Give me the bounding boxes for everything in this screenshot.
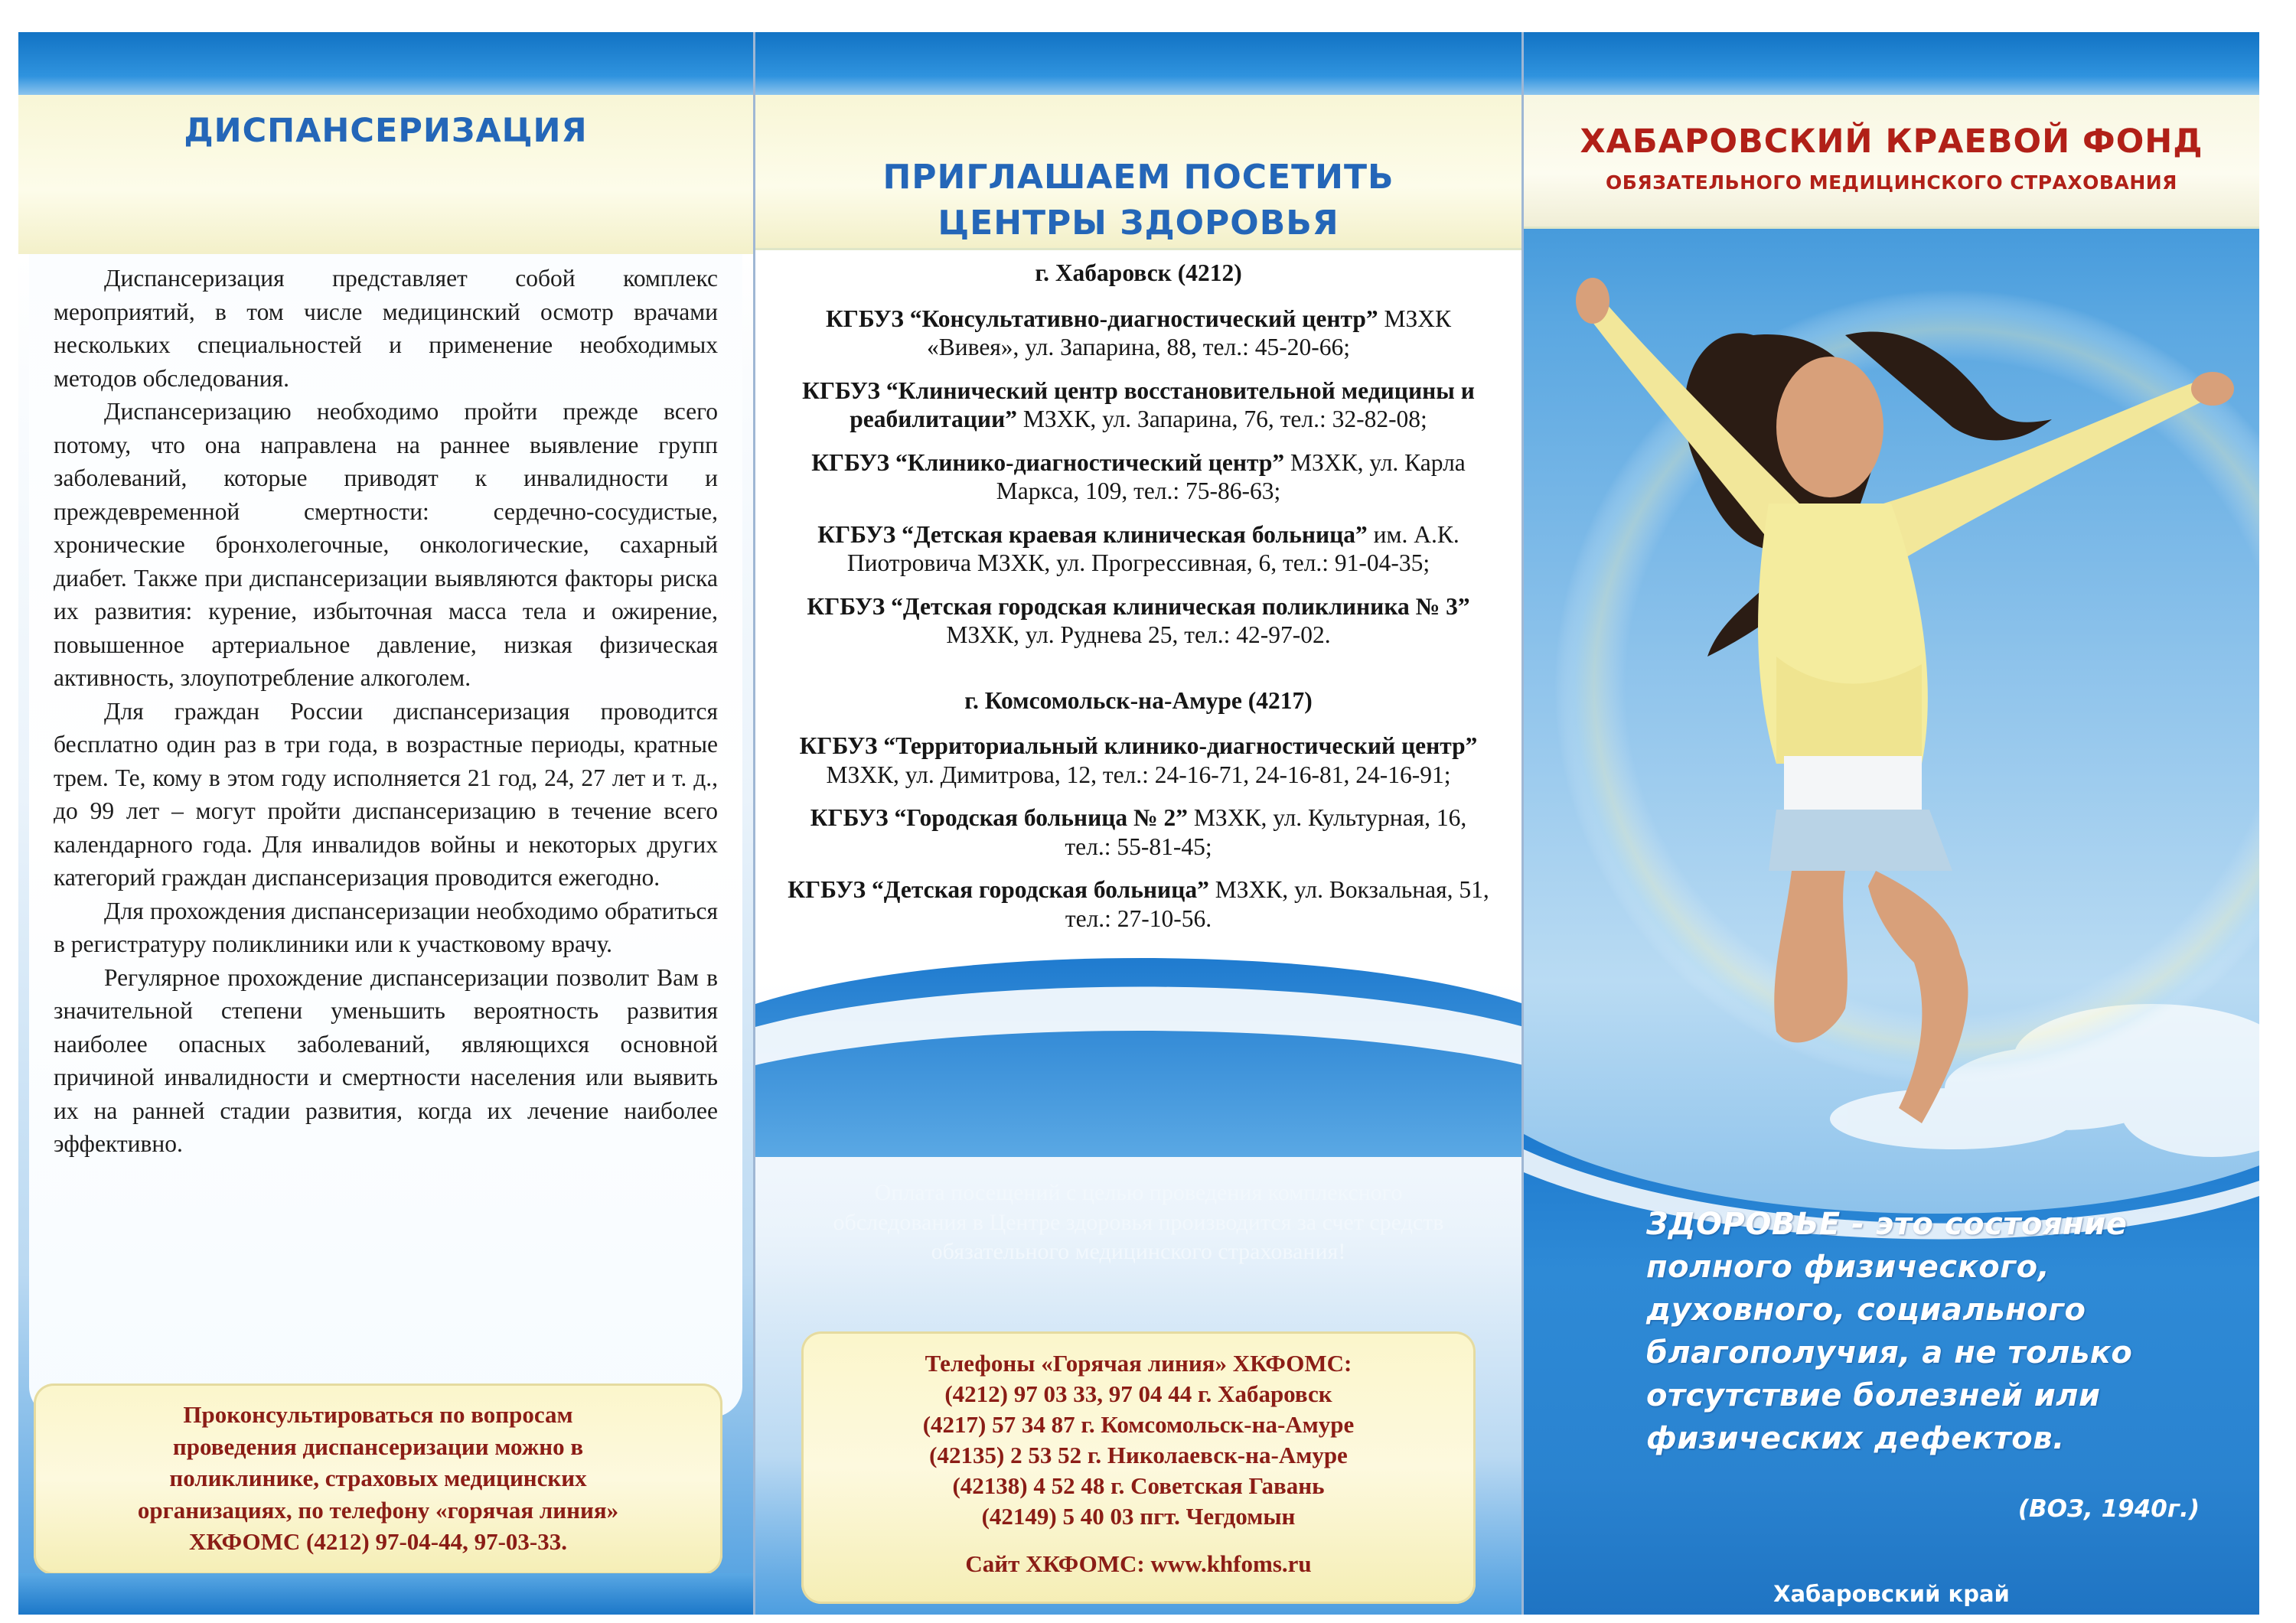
hotline-line: (42149) 5 40 03 пгт. Чегдомын	[981, 1503, 1296, 1530]
center-entry	[786, 592, 1491, 650]
consult-line: проведения диспансеризации можно в	[172, 1432, 584, 1460]
hotline-box	[801, 1331, 1476, 1604]
paragraph: Диспансеризацию необходимо пройти прежде всего потому, что она направлена на раннее выявление групп заболеваний, которые приводят к инвалидности и преждевременной смертности: сердечно-сосудистые, хронические бронхолегочные, онкологические, сахарный диабет. Также при диспансеризации выявляются факторы риска их развития: курение, избыточная масса тела и ожирение, повышенное артериальное давление, низкая физическая активность, злоупотребление алкоголем.	[54, 398, 718, 691]
center-details: МЗХК, ул. Запарина, 76, тел.: 32-82-08;	[1016, 406, 1427, 432]
quote-line: благополучия, а не только	[1646, 1335, 2133, 1370]
hotline-line: (42135) 2 53 52 г. Николаевск-на-Амуре	[929, 1442, 1348, 1468]
hotline-line: (4217) 57 34 87 г. Комсомольск-на-Амуре	[922, 1411, 1355, 1438]
heading-band	[1524, 95, 2259, 229]
panel-dispanserization	[18, 32, 753, 1615]
paragraph: Для прохождения диспансеризации необходимо обратиться в регистратуру поликлиники или к участковому врачу.	[54, 897, 718, 957]
panel-heading	[755, 155, 1521, 246]
org-title: ХАБАРОВСКИЙ КРАЕВОЙ ФОНД	[1580, 122, 2203, 161]
center-name: КГБУЗ “Городская больница № 2”	[810, 804, 1189, 831]
center-name: КГБУЗ “Клинический центр восстановительной медицины и реабилитации”	[802, 376, 1475, 432]
quote-line: полного физического,	[1646, 1250, 2050, 1285]
consult-line: поликлинике, страховых медицинских	[169, 1465, 587, 1491]
center-name: КГБУЗ “Клинико-диагностический центр”	[811, 448, 1285, 476]
top-blue-band	[755, 32, 1521, 95]
heading-line: ПРИГЛАШАЕМ ПОСЕТИТЬ	[882, 158, 1394, 197]
bottom-blue-band	[18, 1573, 753, 1615]
health-centers-list	[786, 259, 1491, 947]
quote-line: ЗДОРОВЬЕ - это состояние	[1646, 1207, 2128, 1242]
center-entry	[786, 803, 1491, 861]
quote-line: отсутствие болезней или	[1646, 1378, 2101, 1413]
center-entry	[786, 305, 1491, 362]
center-details: МЗХК, ул. Карла Маркса, 109, тел.: 75-86-63;	[996, 448, 1466, 504]
trifold-brochure	[18, 32, 2259, 1615]
panel-cover	[1521, 32, 2259, 1615]
center-name: КГБУЗ “Детская городская клиническая поликлиника № 3”	[807, 592, 1470, 620]
consult-line: организациях, по телефону «горячая линия»	[137, 1496, 619, 1524]
center-entry	[786, 520, 1491, 578]
hotline-line: (4212) 97 03 33, 97 04 44 г. Хабаровск	[944, 1380, 1332, 1407]
city-heading: г. Комсомольск-на-Амуре (4217)	[964, 686, 1313, 714]
center-details: МЗХК, ул. Димитрова, 12, тел.: 24-16-71, 24-16-81, 24-16-91;	[826, 761, 1451, 788]
quote-source: (ВОЗ, 1940г.)	[2017, 1495, 2200, 1523]
org-subtitle: ОБЯЗАТЕЛЬНОГО МЕДИЦИНСКОГО СТРАХОВАНИЯ	[1606, 171, 2177, 194]
center-details: МЗХК, ул. Руднева 25, тел.: 42-97-02.	[946, 621, 1331, 648]
center-details: им. А.К. Пиотровича МЗХК, ул. Прогрессивная, 6, тел.: 91-04-35;	[846, 520, 1459, 576]
center-name: КГБУЗ “Территориальный клинико-диагностический центр”	[799, 732, 1478, 759]
region-label: Хабаровский край	[1773, 1581, 2010, 1607]
top-blue-band	[1524, 32, 2259, 95]
center-entry	[786, 875, 1491, 933]
panel-heading: ДИСПАНСЕРИЗАЦИЯ	[184, 112, 588, 150]
quote-line: духовного, социального	[1646, 1292, 2086, 1328]
quote-line: физических дефектов.	[1646, 1421, 2065, 1456]
jumping-woman-photo	[1524, 228, 2259, 1215]
heading-line: ЦЕНТРЫ ЗДОРОВЬЯ	[938, 204, 1339, 243]
hotline-line: (42138) 4 52 48 г. Советская Гавань	[952, 1472, 1325, 1499]
consultation-box	[34, 1383, 722, 1575]
center-name: КГБУЗ “Консультативно-диагностический центр”	[825, 305, 1378, 332]
paragraph: Для граждан России диспансеризация проводится бесплатно один раз в три года, в возрастные периоды, кратные трем. Те, кому в этом году исполняется 21 год, 24, 27 лет и т. д., до 99 лет – могут пройти диспансеризацию в течение всего календарного года. Для инвалидов войны и некоторых других категорий граждан диспансеризация проводится ежегодно.	[54, 697, 718, 891]
consult-line: Проконсультироваться по вопросам	[183, 1401, 573, 1428]
city-heading: г. Хабаровск (4212)	[1035, 259, 1242, 286]
who-health-quote	[1646, 1203, 2213, 1460]
center-name: КГБУЗ “Детская краевая клиническая больница”	[817, 520, 1368, 548]
payment-note: Оплата посещений с целью проведения комплексного обследования в Центре здоровья производится за счет средств обязательного медицинского страхования!	[833, 1180, 1444, 1264]
panel-health-centers	[753, 32, 1521, 1615]
center-details: МЗХК, ул. Культурная, 16, тел.: 55-81-45;	[1065, 804, 1467, 860]
center-details: МЗХК, ул. Вокзальная, 51, тел.: 27-10-56.	[1065, 876, 1489, 932]
hotline-line: Телефоны «Горячая линия» ХКФОМС:	[925, 1350, 1352, 1377]
consult-line: ХКФОМС (4212) 97-04-44, 97-03-33.	[188, 1528, 568, 1555]
center-entry	[786, 732, 1491, 789]
website-line: Сайт ХКФОМС: www.khfoms.ru	[965, 1550, 1312, 1577]
center-entry	[786, 448, 1491, 506]
dispanserization-text	[54, 262, 718, 1161]
paragraph: Регулярное прохождение диспансеризации позволит Вам в значительной степени уменьшить вероятность развития наиболее опасных заболеваний, являющихся основной причиной инвалидности и смертности населения или выявить их на ранней стадии развития, когда их лечение наиболее эффективно.	[54, 963, 718, 1157]
top-blue-band	[18, 32, 753, 95]
wave-decoration	[755, 912, 1521, 1157]
paragraph: Диспансеризация представляет собой комплекс мероприятий, в том числе медицинский осмотр врачами нескольких специальностей и применение необходимых методов обследования.	[54, 265, 718, 392]
center-name: КГБУЗ “Детская городская больница”	[788, 876, 1209, 903]
center-details: МЗХК «Вивея», ул. Запарина, 88, тел.: 45-20-66;	[927, 305, 1452, 360]
center-entry	[786, 376, 1491, 434]
